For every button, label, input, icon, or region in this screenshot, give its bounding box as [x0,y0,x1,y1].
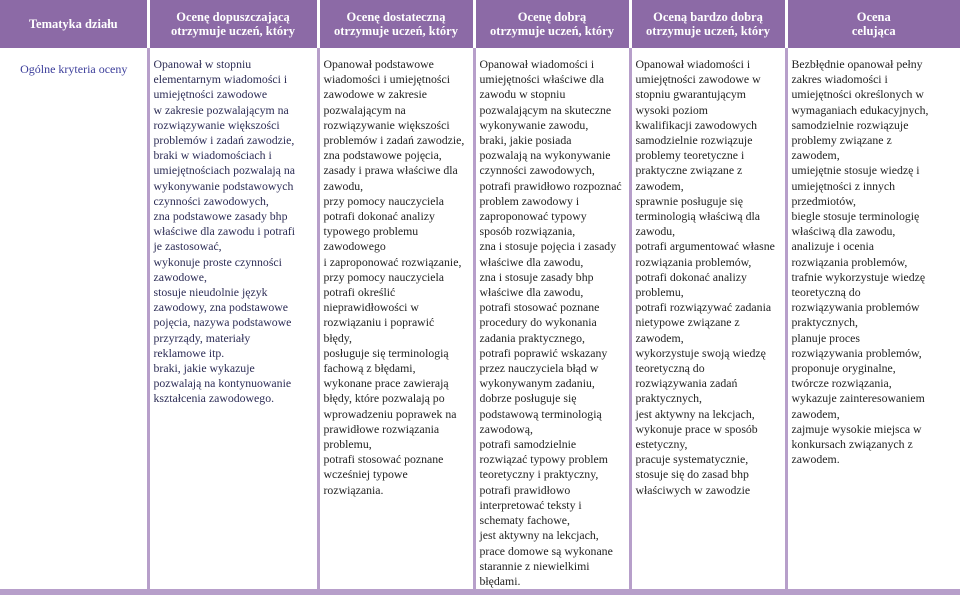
criteria-good: Opanował wiadomości i umiejętności właściwe dla zawodu w stopniu pozwalającym na skuteczne wykonywanie zawodu, braki, jakie posiada pozwalają na wykonywanie czynności zawodowych, potrafi prawidłowo rozpoznać problem zawodowy i zaproponować typowy sposób rozwiązania, zna i stosuje pojęcia i zasady właściwe dla zawodu, zna i stosuje zasady bhp właściwe dla zawodu, potrafi stosować poznane procedury do wykonania zadania praktycznego, potrafi poprawić wskazany przez nauczyciela błąd w wykonywanym zadaniu, dobrze posługuje się podstawową terminologią zawodową, potrafi samodzielnie rozwiązać typowy problem teoretyczny i praktyczny, potrafi prawidłowo interpretować teksty i schematy fachowe, jest aktywny na lekcjach, prace domowe są wykonane starannie z niewielkimi błędami. [474,48,630,592]
header-row [0,0,960,48]
header-grade-excellent: Ocena celująca [786,0,960,48]
header-grade-sufficient: Ocenę dopuszczającą otrzymuje uczeń, który [148,0,318,48]
criteria-satisfactory: Opanował podstawowe wiadomości i umiejętności zawodowe w zakresie pozwalającym na rozwiązywanie większości problemów i zadań zawodzie, zna podstawowe pojęcia, zasady i prawa właściwe dla zawodu, przy pomocy nauczyciela potrafi dokonać analizy typowego problemu zawodowego i zaproponować rozwiązanie, przy pomocy nauczyciela potrafi określić nieprawidłowości w rozwiązaniu i poprawić błędy, posługuje się terminologią fachową z błędami, wykonane prace zawierają błędy, które pozwalają po wprowadzeniu poprawek na prawidłowe rozwiązania problemu, potrafi stosować poznane wcześniej typowe rozwiązania. [318,48,474,592]
header-topic: Tematyka działu [0,0,148,48]
row-label: Ogólne kryteria oceny [0,48,148,592]
header-grade-good: Ocenę dobrą otrzymuje uczeń, który [474,0,630,48]
criteria-sufficient: Opanował w stopniu elementarnym wiadomości i umiejętności zawodowe w zakresie pozwalającym na rozwiązywanie większości problemów i zadań zawodzie, braki w wiadomościach i umiejętnościach pozwalają na wykonywanie podstawowych czynności zawodowych, zna podstawowe zasady bhp właściwe dla zawodu i potrafi je zastosować, wykonuje proste czynności zawodowe, stosuje nieudolnie język zawodowy, zna podstawowe pojęcia, nazywa podstawowe przyrządy, materiały reklamowe itp. braki, jakie wykazuje pozwalają na kontynuowanie kształcenia zawodowego. [148,48,318,592]
criteria-very-good: Opanował wiadomości i umiejętności zawodowe w stopniu gwarantującym wysoki poziom kwalifikacji zawodowych samodzielnie rozwiązuje problemy teoretyczne i praktyczne związane z zawodem, sprawnie posługuje się terminologią właściwą dla zawodu, potrafi argumentować własne rozwiązania problemów, potrafi dokonać analizy problemu, potrafi rozwiązywać zadania nietypowe związane z zawodem, wykorzystuje swoją wiedzę teoretyczną do rozwiązywania zadań praktycznych, jest aktywny na lekcjach, wykonuje prace w sposób estetyczny, pracuje systematycznie, stosuje się do zasad bhp właściwych w zawodzie [630,48,786,592]
table-row [0,48,960,592]
criteria-excellent: Bezbłędnie opanował pełny zakres wiadomości i umiejętności określonych w wymaganiach edukacyjnych, samodzielnie rozwiązuje problemy związane z zawodem, umiejętnie stosuje wiedzę i umiejętności z innych przedmiotów, biegle stosuje terminologię właściwą dla zawodu, analizuje i ocenia rozwiązania problemów, trafnie wykorzystuje wiedzę teoretyczną do rozwiązywania problemów praktycznych, planuje proces rozwiązywania problemów, proponuje oryginalne, twórcze rozwiązania, wykazuje zainteresowaniem zawodem, zajmuje wysokie miejsca w konkursach związanych z zawodem. [786,48,960,592]
header-grade-very-good: Oceną bardzo dobrą otrzymuje uczeń, który [630,0,786,48]
header-grade-satisfactory: Ocenę dostateczną otrzymuje uczeń, który [318,0,474,48]
